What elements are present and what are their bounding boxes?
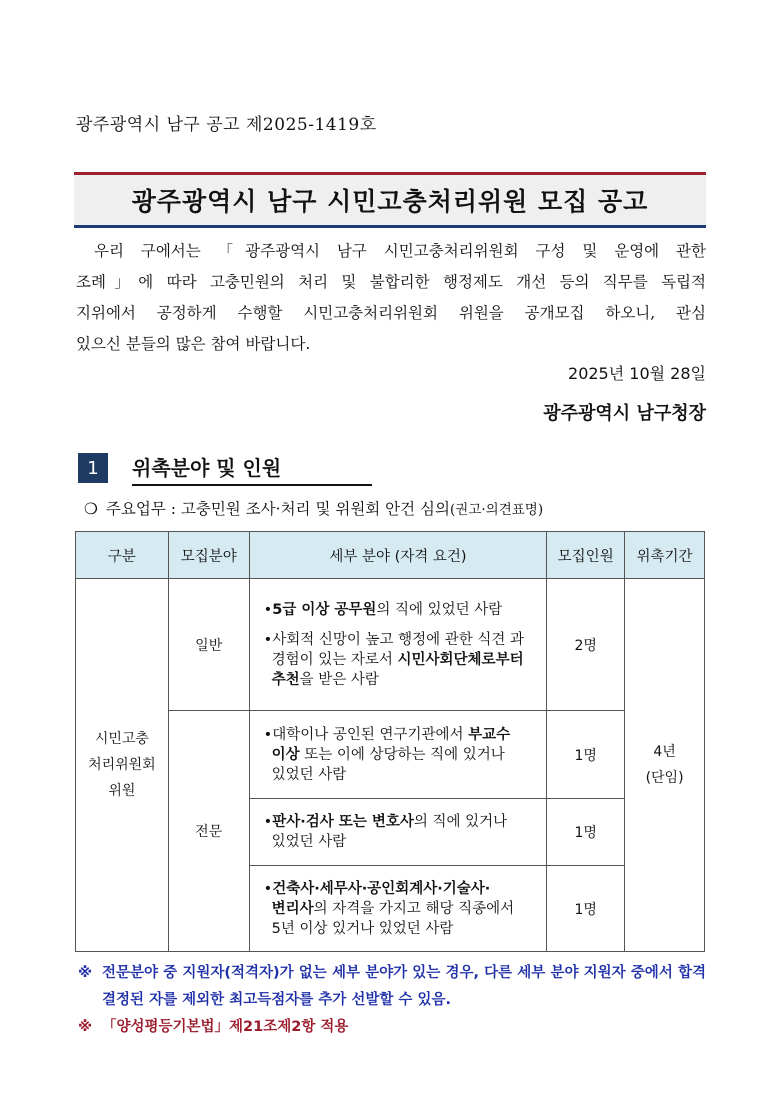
field-general-cell: 일반 <box>168 579 249 711</box>
notice-number: 광주광역시 남구 공고 제2025-1419호 <box>76 115 377 135</box>
detail-text: 의 자격을 가지고 해당 직종에서 5년 이상 있거나 있었던 사람 <box>271 900 515 937</box>
table-header-row <box>76 532 705 579</box>
header-field: 모집분야 <box>168 532 249 579</box>
note-2-text: 「양성평등기본법」제21조제2항 적용 <box>102 1019 349 1035</box>
header-category: 구분 <box>76 532 169 579</box>
main-duty-paren: (권고·의견표명) <box>450 502 544 518</box>
detail-bold: 5급 이상 공무원 <box>272 601 377 618</box>
detail-bold: 건축사·세무사·공인회계사·기술사·변리사 <box>271 880 491 917</box>
detail-bold: 시민사회단체로부터 추천 <box>271 651 524 688</box>
detail-item <box>256 812 539 852</box>
bullet-icon: • <box>263 726 273 743</box>
main-duty-text: 주요업무 : 고충민원 조사·처리 및 위원회 안건 심의 <box>105 500 451 518</box>
count-cell: 2명 <box>547 579 625 711</box>
note-1-text: 전문분야 중 지원자(적격자)가 없는 세부 분야가 있는 경우, 다른 세부 분야 지원자 중에서 합격 결정된 자를 제외한 최고득점자를 추가 선발할 수 있음. <box>102 965 706 1008</box>
issuer-name: 광주광역시 남구청장 <box>543 403 706 424</box>
page-title: 광주광역시 남구 시민고충처리위원 모집 공고 <box>131 187 649 216</box>
detail-text: 을 받은 사람 <box>299 671 379 688</box>
section-title: 위촉분야 및 인원 <box>132 452 372 486</box>
notice-date: 2025년 10월 28일 <box>568 364 706 383</box>
bullet-icon: • <box>263 631 273 648</box>
detail-bold: 판사·검사 또는 변호사 <box>272 814 414 830</box>
bullet-icon: • <box>263 880 273 897</box>
detail-item <box>256 600 539 620</box>
note-1 <box>78 960 706 1014</box>
detail-text: 대학이나 공인된 연구기관에서 <box>272 726 469 743</box>
detail-cell <box>249 866 547 952</box>
detail-text: 사회적 신망이 높고 행정에 관한 식견 과 경험이 있는 자로서 <box>271 631 524 668</box>
main-duty <box>84 497 543 519</box>
category-cell: 시민고충 처리위원회 위원 <box>76 579 169 952</box>
intro-line-2: 조례」에 따라 고충민원의 처리 및 불합리한 행정제도 개선 등의 직무를 독립적 <box>76 273 706 291</box>
count-cell: 1명 <box>547 866 625 952</box>
reference-mark-icon: ※ <box>78 965 93 981</box>
detail-text: 의 직에 있었던 사람 <box>376 601 503 618</box>
detail-cell <box>249 579 547 711</box>
bullet-icon: • <box>263 814 273 830</box>
intro-line-1: 우리 구에서는 「광주광역시 남구 시민고충처리위원회 구성 및 운영에 관한 <box>94 242 706 260</box>
detail-text: 의 직에 있거나 있었던 사람 <box>271 814 508 850</box>
reference-mark-icon: ※ <box>78 1019 93 1035</box>
header-term: 위촉기간 <box>625 532 705 579</box>
count-cell: 1명 <box>547 711 625 799</box>
notes <box>78 960 706 1041</box>
detail-item <box>256 725 539 785</box>
intro-paragraph <box>76 236 706 360</box>
term-cell: 4년 (단임) <box>625 579 705 952</box>
note-2 <box>78 1014 706 1041</box>
circle-bullet-icon: ❍ <box>84 500 98 518</box>
count-cell: 1명 <box>547 799 625 866</box>
detail-item <box>256 630 539 690</box>
header-count: 모집인원 <box>547 532 625 579</box>
header-detail: 세부 분야 (자격 요건) <box>249 532 547 579</box>
section-number-badge: 1 <box>78 453 108 483</box>
detail-cell <box>249 799 547 866</box>
detail-bold: 부교수 이상 <box>271 726 511 763</box>
intro-line-3: 지위에서 공정하게 수행할 시민고충처리위원회 위원을 공개모집 하오니, 관심 <box>76 304 706 322</box>
detail-cell <box>249 711 547 799</box>
title-banner <box>74 172 706 228</box>
detail-text: 또는 이에 상당하는 직에 있거나 있었던 사람 <box>271 746 505 783</box>
table-row <box>76 579 705 711</box>
detail-item <box>256 879 539 939</box>
recruitment-table <box>75 531 705 952</box>
table-row <box>76 711 705 799</box>
intro-line-4: 있으신 분들의 많은 참여 바랍니다. <box>76 335 311 353</box>
field-expert-cell: 전문 <box>168 711 249 952</box>
bullet-icon: • <box>263 601 273 618</box>
